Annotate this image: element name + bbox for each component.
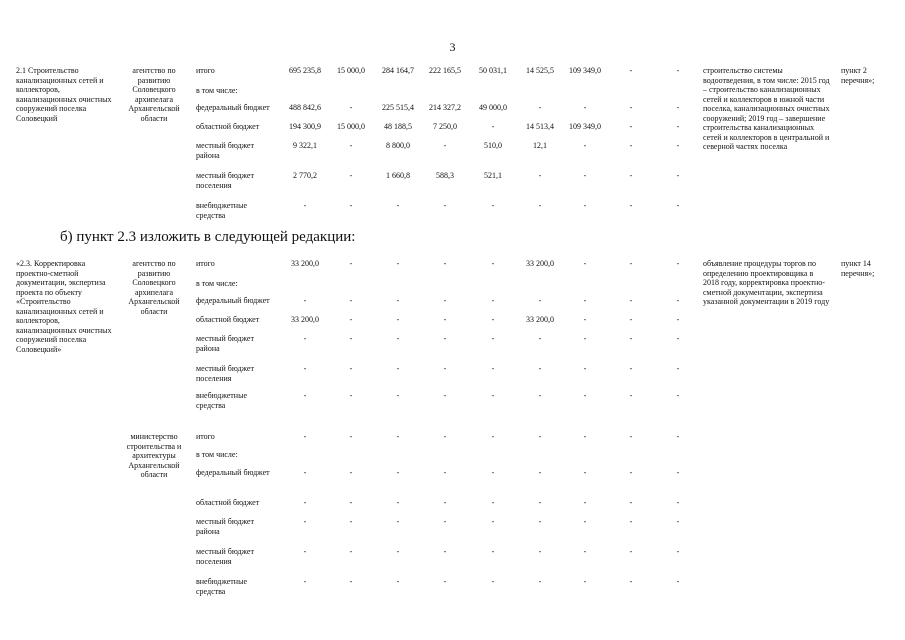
amount-cell: -	[349, 364, 353, 373]
amount-cell: -	[303, 547, 307, 556]
amount-cell: -	[303, 577, 307, 586]
amount-cell: -	[583, 432, 587, 441]
amount-cell: -	[396, 334, 400, 343]
amount-cell: -	[491, 468, 495, 477]
amount-cell: -	[583, 577, 587, 586]
amount-cell: -	[629, 364, 633, 373]
amount-cell: -	[583, 391, 587, 400]
subheading: б) пункт 2.3 изложить в следующей редакции:	[60, 229, 356, 245]
amount-cell: -	[676, 547, 680, 556]
amount-cell: -	[443, 141, 447, 150]
amount-cell: -	[676, 334, 680, 343]
funding-source-label: внебюджетные средства	[196, 391, 247, 410]
amount-cell: -	[491, 296, 495, 305]
amount-cell: -	[443, 315, 447, 324]
amount-cell: 1 660,8	[386, 171, 410, 180]
amount-cell: -	[583, 201, 587, 210]
amount-cell: -	[303, 498, 307, 507]
amount-cell: -	[676, 517, 680, 526]
amount-cell: -	[583, 296, 587, 305]
amount-cell: -	[629, 334, 633, 343]
amount-cell: -	[538, 547, 542, 556]
amount-cell: -	[349, 391, 353, 400]
funding-source-label: федеральный бюджет	[196, 103, 270, 112]
amount-cell: -	[491, 334, 495, 343]
amount-cell: -	[491, 577, 495, 586]
amount-cell: -	[491, 201, 495, 210]
funding-source-label: местный бюджет поселения	[196, 364, 254, 383]
amount-cell: -	[676, 141, 680, 150]
amount-cell: 284 164,7	[382, 66, 414, 75]
amount-cell: -	[303, 201, 307, 210]
amount-cell: -	[396, 577, 400, 586]
amount-cell: -	[349, 468, 353, 477]
amount-cell: -	[396, 296, 400, 305]
funding-source-label: итого	[196, 66, 215, 75]
result-text: строительство системы водоотведения, в том числе: 2015 год – строительство канализационных сетей и коллекторов в южной части поселка, канализационных очистных сооружений; 2019 год – завершение строительства канализационных сетей и коллекторов в центральной и северной частях поселка	[703, 66, 830, 151]
amount-cell: -	[443, 364, 447, 373]
amount-cell: -	[491, 391, 495, 400]
amount-cell: -	[443, 547, 447, 556]
amount-cell: -	[676, 122, 680, 131]
amount-cell: 15 000,0	[337, 66, 365, 75]
amount-cell: -	[396, 498, 400, 507]
amount-cell: -	[583, 364, 587, 373]
amount-cell: -	[349, 517, 353, 526]
amount-cell: -	[443, 259, 447, 268]
amount-cell: -	[629, 141, 633, 150]
funding-source-label: местный бюджет поселения	[196, 547, 254, 566]
amount-cell: -	[349, 171, 353, 180]
funding-source-label: областной бюджет	[196, 315, 260, 324]
amount-cell: -	[303, 334, 307, 343]
agency-name: агентство по развитию Соловецкого архипелага Архангельской области	[128, 66, 180, 123]
funding-source-label: в том числе:	[196, 86, 238, 95]
amount-cell: 488 842,6	[289, 103, 321, 112]
funding-source-label: внебюджетные средства	[196, 201, 247, 220]
amount-cell: -	[303, 296, 307, 305]
page-number: 3	[449, 40, 456, 54]
amount-cell: -	[491, 547, 495, 556]
amount-cell: 9 322,1	[293, 141, 317, 150]
amount-cell: -	[443, 468, 447, 477]
amount-cell: 8 800,0	[386, 141, 410, 150]
amount-cell: -	[629, 498, 633, 507]
amount-cell: -	[676, 315, 680, 324]
amount-cell: -	[443, 498, 447, 507]
amount-cell: -	[538, 364, 542, 373]
amount-cell: -	[443, 577, 447, 586]
amount-cell: -	[676, 498, 680, 507]
amount-cell: -	[676, 432, 680, 441]
amount-cell: 12,1	[533, 141, 547, 150]
amount-cell: 225 515,4	[382, 103, 414, 112]
amount-cell: -	[443, 201, 447, 210]
amount-cell: 109 349,0	[569, 66, 601, 75]
funding-source-label: итого	[196, 259, 215, 268]
amount-cell: -	[491, 259, 495, 268]
amount-cell: -	[629, 171, 633, 180]
amount-cell: -	[303, 432, 307, 441]
amount-cell: 214 327,2	[429, 103, 461, 112]
amount-cell: -	[349, 141, 353, 150]
amount-cell: 48 188,5	[384, 122, 412, 131]
amount-cell: -	[349, 547, 353, 556]
item-title: «2.3. Корректировка проектно-сметной документации, экспертиза проекта по объекту «Строительство канализационных сетей и коллекторов, канализационных очистных сооружений поселка Соловецкий»	[16, 259, 112, 354]
amount-cell: -	[396, 315, 400, 324]
funding-source-label: внебюджетные средства	[196, 577, 247, 596]
amount-cell: -	[538, 577, 542, 586]
amount-cell: -	[629, 517, 633, 526]
amount-cell: -	[538, 334, 542, 343]
amount-cell: -	[676, 201, 680, 210]
result-text: объявление процедуры торгов по определению проектировщика в 2018 году, корректировка проектно-сметной документации, экспертиза указанной документации в 2019 году	[703, 259, 830, 306]
amount-cell: -	[629, 547, 633, 556]
amount-cell: -	[349, 296, 353, 305]
amount-cell: -	[396, 468, 400, 477]
amount-cell: -	[349, 432, 353, 441]
amount-cell: 50 031,1	[479, 66, 507, 75]
amount-cell: -	[349, 201, 353, 210]
amount-cell: -	[349, 259, 353, 268]
amount-cell: -	[629, 468, 633, 477]
amount-cell: -	[443, 391, 447, 400]
amount-cell: -	[443, 517, 447, 526]
amount-cell: -	[583, 141, 587, 150]
amount-cell: -	[676, 171, 680, 180]
amount-cell: 33 200,0	[526, 259, 554, 268]
amount-cell: -	[583, 171, 587, 180]
amount-cell: -	[583, 315, 587, 324]
amount-cell: -	[676, 66, 680, 75]
amount-cell: -	[491, 517, 495, 526]
amount-cell: -	[349, 334, 353, 343]
amount-cell: -	[396, 391, 400, 400]
amount-cell: -	[538, 296, 542, 305]
amount-cell: -	[629, 315, 633, 324]
amount-cell: 510,0	[484, 141, 502, 150]
amount-cell: -	[538, 432, 542, 441]
amount-cell: -	[583, 517, 587, 526]
amount-cell: -	[629, 122, 633, 131]
amount-cell: -	[629, 391, 633, 400]
amount-cell: -	[538, 391, 542, 400]
funding-source-label: местный бюджет поселения	[196, 171, 254, 190]
amount-cell: -	[629, 201, 633, 210]
amount-cell: -	[629, 432, 633, 441]
amount-cell: 33 200,0	[291, 315, 319, 324]
amount-cell: -	[629, 103, 633, 112]
funding-source-label: в том числе:	[196, 450, 238, 459]
amount-cell: 15 000,0	[337, 122, 365, 131]
amount-cell: -	[538, 468, 542, 477]
amount-cell: 695 235,8	[289, 66, 321, 75]
amount-cell: 194 300,9	[289, 122, 321, 131]
amount-cell: -	[583, 498, 587, 507]
reference-text: пункт 14 перечня»;	[841, 259, 875, 278]
funding-source-label: в том числе:	[196, 279, 238, 288]
amount-cell: 14 513,4	[526, 122, 554, 131]
amount-cell: 14 525,5	[526, 66, 554, 75]
agency-name: агентство по развитию Соловецкого архипелага Архангельской области	[128, 259, 180, 316]
amount-cell: -	[349, 315, 353, 324]
amount-cell: 588,3	[436, 171, 454, 180]
amount-cell: -	[443, 334, 447, 343]
amount-cell: -	[491, 315, 495, 324]
amount-cell: -	[396, 364, 400, 373]
amount-cell: -	[396, 201, 400, 210]
amount-cell: -	[538, 498, 542, 507]
amount-cell: -	[396, 547, 400, 556]
amount-cell: -	[303, 364, 307, 373]
amount-cell: -	[676, 577, 680, 586]
amount-cell: 2 770,2	[293, 171, 317, 180]
amount-cell: -	[396, 432, 400, 441]
amount-cell: -	[303, 391, 307, 400]
amount-cell: -	[629, 259, 633, 268]
amount-cell: 7 250,0	[433, 122, 457, 131]
reference-text: пункт 2 перечня»;	[841, 66, 875, 85]
amount-cell: -	[583, 103, 587, 112]
amount-cell: -	[303, 517, 307, 526]
amount-cell: 33 200,0	[526, 315, 554, 324]
amount-cell: -	[676, 259, 680, 268]
amount-cell: -	[443, 296, 447, 305]
amount-cell: 49 000,0	[479, 103, 507, 112]
funding-source-label: федеральный бюджет	[196, 468, 270, 477]
amount-cell: -	[491, 498, 495, 507]
amount-cell: -	[676, 364, 680, 373]
amount-cell: -	[443, 432, 447, 441]
amount-cell: -	[349, 103, 353, 112]
amount-cell: -	[583, 547, 587, 556]
amount-cell: 109 349,0	[569, 122, 601, 131]
funding-source-label: местный бюджет района	[196, 334, 254, 353]
funding-source-label: областной бюджет	[196, 122, 260, 131]
amount-cell: -	[491, 364, 495, 373]
amount-cell: -	[491, 122, 495, 131]
agency-name: министерство строительства и архитектуры Архангельской области	[126, 432, 182, 479]
amount-cell: -	[583, 468, 587, 477]
amount-cell: 521,1	[484, 171, 502, 180]
amount-cell: -	[538, 171, 542, 180]
amount-cell: -	[676, 468, 680, 477]
funding-source-label: местный бюджет района	[196, 141, 254, 160]
funding-source-label: местный бюджет района	[196, 517, 254, 536]
amount-cell: -	[303, 468, 307, 477]
amount-cell: -	[676, 391, 680, 400]
amount-cell: -	[396, 517, 400, 526]
amount-cell: 33 200,0	[291, 259, 319, 268]
amount-cell: -	[629, 296, 633, 305]
amount-cell: -	[629, 577, 633, 586]
amount-cell: -	[676, 103, 680, 112]
amount-cell: -	[491, 432, 495, 441]
amount-cell: -	[583, 259, 587, 268]
funding-source-label: областной бюджет	[196, 498, 260, 507]
amount-cell: -	[583, 334, 587, 343]
amount-cell: -	[538, 517, 542, 526]
amount-cell: -	[538, 103, 542, 112]
funding-source-label: итого	[196, 432, 215, 441]
amount-cell: -	[349, 577, 353, 586]
amount-cell: -	[538, 201, 542, 210]
amount-cell: -	[676, 296, 680, 305]
item-title: 2.1 Строительство канализационных сетей и коллекторов, канализационных очистных сооружений поселка Соловецкий	[16, 66, 112, 123]
amount-cell: -	[349, 498, 353, 507]
amount-cell: -	[396, 259, 400, 268]
amount-cell: 222 165,5	[429, 66, 461, 75]
funding-source-label: федеральный бюджет	[196, 296, 270, 305]
amount-cell: -	[629, 66, 633, 75]
